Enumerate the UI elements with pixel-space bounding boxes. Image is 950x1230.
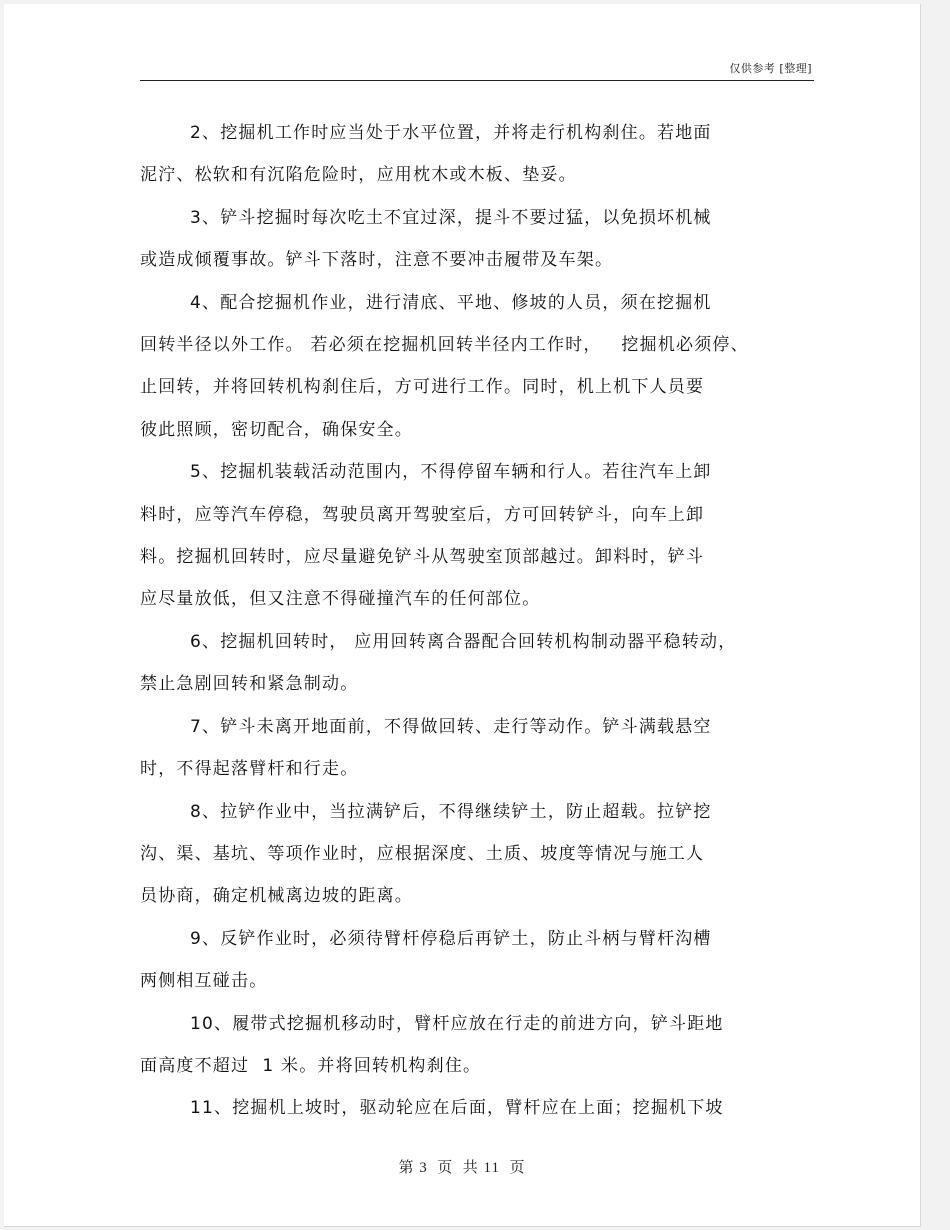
paragraph-item-7	[140, 706, 820, 791]
text-line: 5、挖掘机装载活动范围内，不得停留车辆和行人。若往汽车上卸	[190, 462, 712, 483]
text-line: 或造成倾覆事故。铲斗下落时，注意不要冲击履带及车架。	[140, 250, 614, 271]
header-note: 仅供参考 [整理]	[729, 62, 812, 75]
text-line: 料时，应等汽车停稳，驾驶员离开驾驶室后，方可回转铲斗，向车上卸	[140, 504, 705, 525]
paragraph-item-8	[140, 791, 820, 918]
text-line: 止回转，并将回转机构刹住后，方可进行工作。同时，机上机下人员要	[140, 377, 705, 398]
document-page	[4, 4, 921, 1227]
text-line: 4、配合挖掘机作业，进行清底、平地、修坡的人员，须在挖掘机	[190, 292, 712, 313]
text-line: 泥泞、松软和有沉陷危险时，应用枕木或木板、垫妥。	[140, 165, 577, 186]
text-line: 11、挖掘机上坡时，驱动轮应在后面，臂杆应在上面；挖掘机下坡	[190, 1098, 724, 1119]
text-line: 沟、渠、基坑、等项作业时，应根据深度、土质、坡度等情况与施工人	[140, 843, 705, 864]
text-line: 回转半径以外工作。 若必须在挖掘机回转半径内工作时， 挖掘机必须停、	[140, 335, 749, 356]
text-line: 面高度不超过 1 米。并将回转机构刹住。	[140, 1055, 482, 1076]
paragraph-item-11	[140, 1087, 820, 1129]
paragraph-item-6	[140, 621, 820, 706]
text-line: 禁止急剧回转和紧急制动。	[140, 674, 359, 695]
paragraph-item-2	[140, 112, 820, 197]
paragraph-item-4	[140, 282, 820, 452]
text-line: 9、反铲作业时，必须待臂杆停稳后再铲土，防止斗柄与臂杆沟槽	[190, 928, 712, 949]
text-line: 2、挖掘机工作时应当处于水平位置，并将走行机构刹住。若地面	[190, 123, 712, 143]
text-line: 应尽量放低，但又注意不得碰撞汽车的任何部位。	[140, 589, 541, 610]
text-line: 彼此照顾，密切配合，确保安全。	[140, 419, 413, 440]
text-line: 10、履带式挖掘机移动时，臂杆应放在行走的前进方向，铲斗距地	[190, 1013, 724, 1034]
page-header	[140, 58, 814, 81]
text-line: 6、挖掘机回转时， 应用回转离合器配合回转机构制动器平稳转动，	[190, 631, 737, 652]
text-line: 7、铲斗未离开地面前，不得做回转、走行等动作。铲斗满载悬空	[190, 716, 712, 737]
text-line: 料。挖掘机回转时，应尽量避免铲斗从驾驶室顶部越过。卸料时，铲斗	[140, 547, 705, 568]
page-footer: 第 3 页 共 11 页	[398, 1160, 526, 1176]
text-line: 两侧相互碰击。	[140, 971, 268, 992]
document-body	[140, 112, 820, 1130]
paragraph-item-9	[140, 918, 820, 1003]
paragraph-item-3	[140, 197, 820, 282]
paragraph-item-5	[140, 451, 820, 621]
text-line: 8、拉铲作业中，当拉满铲后，不得继续铲土，防止超载。拉铲挖	[190, 801, 712, 822]
text-line: 员协商，确定机械离边坡的距离。	[140, 886, 413, 907]
text-line: 3、铲斗挖掘时每次吃土不宜过深，提斗不要过猛，以免损坏机械	[190, 207, 712, 228]
text-line: 时，不得起落臂杆和行走。	[140, 759, 359, 780]
paragraph-item-10	[140, 1003, 820, 1088]
